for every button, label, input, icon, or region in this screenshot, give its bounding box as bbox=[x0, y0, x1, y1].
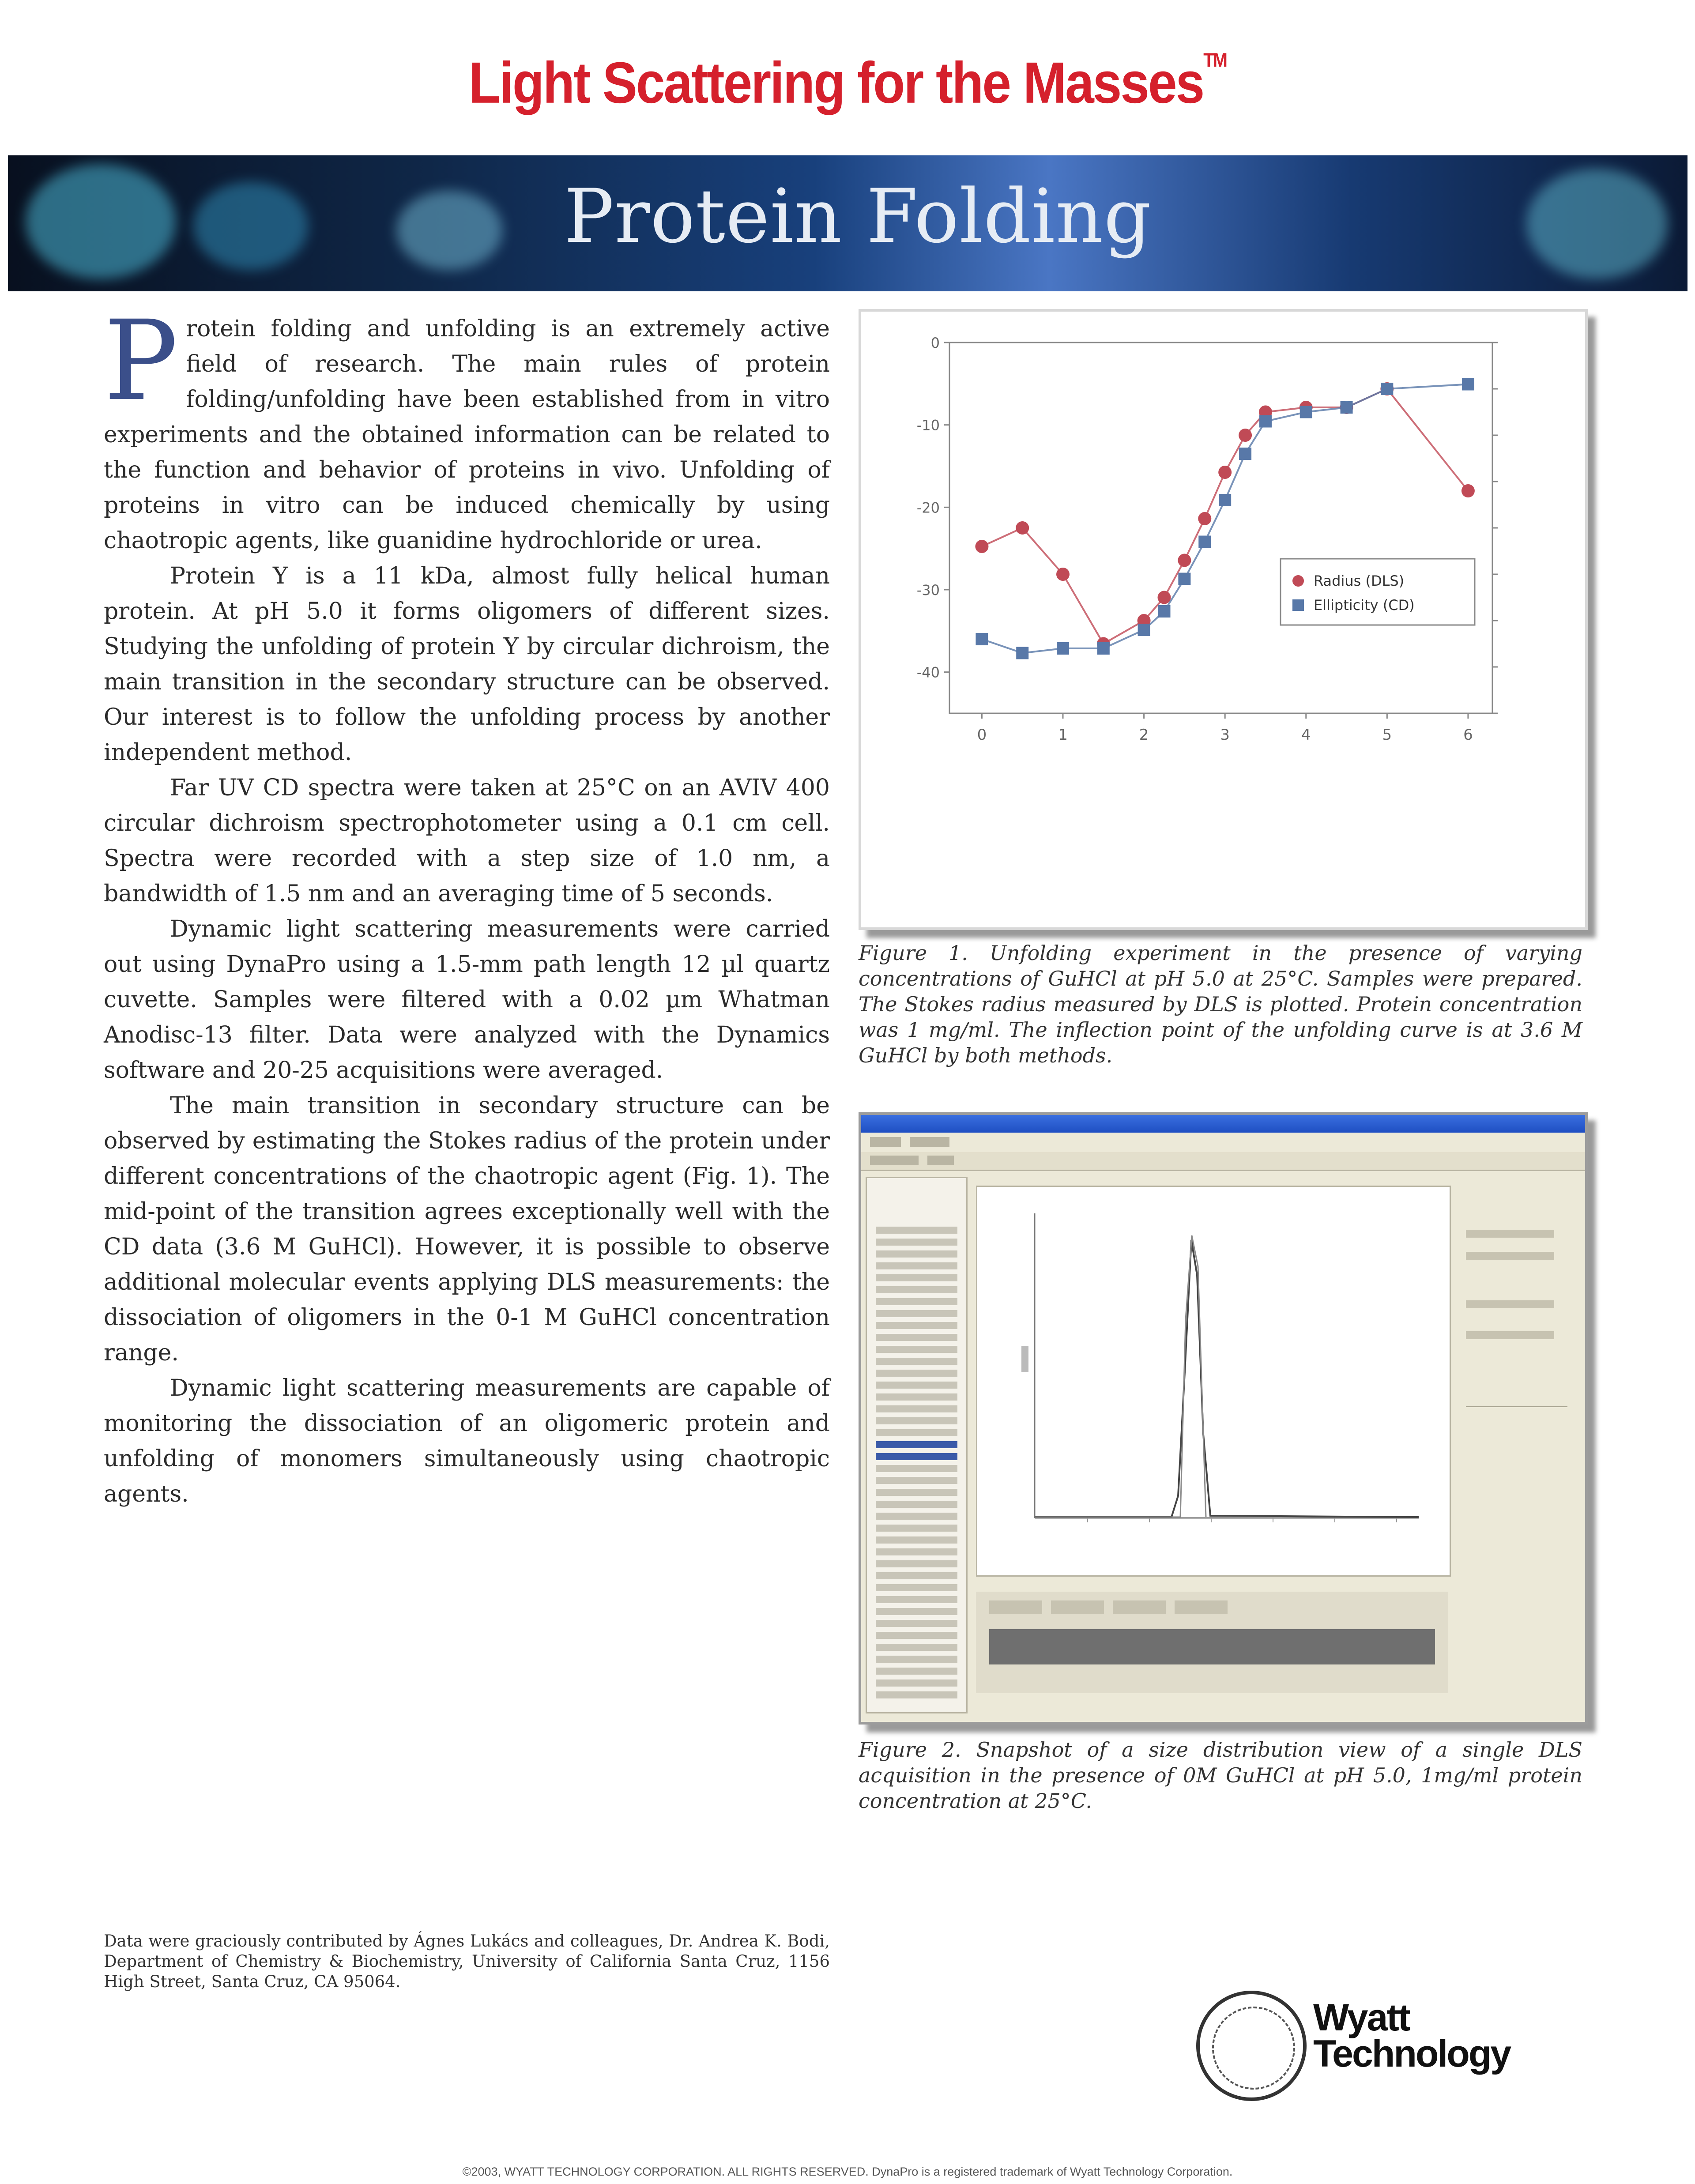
data-point bbox=[1341, 401, 1353, 414]
measurement-row[interactable] bbox=[876, 1465, 957, 1472]
data-point bbox=[1218, 466, 1232, 479]
banner-decoration bbox=[26, 164, 176, 279]
legend-label: Ellipticity (CD) bbox=[1314, 597, 1415, 614]
measurement-row[interactable] bbox=[876, 1513, 957, 1520]
measurement-row[interactable] bbox=[876, 1370, 957, 1377]
size-distribution-svg bbox=[977, 1187, 1450, 1575]
measurement-row[interactable] bbox=[876, 1489, 957, 1496]
x-tick-label: 4 bbox=[1301, 726, 1311, 744]
data-point bbox=[1198, 512, 1211, 525]
measurement-row[interactable] bbox=[876, 1429, 957, 1436]
measurement-row[interactable] bbox=[876, 1608, 957, 1615]
legend-box bbox=[1281, 559, 1475, 625]
logo-wordmark bbox=[1313, 1996, 1510, 2075]
logo-line-2: Technology bbox=[1313, 2033, 1510, 2075]
measurement-row[interactable] bbox=[876, 1346, 957, 1353]
measurement-row[interactable] bbox=[876, 1644, 957, 1651]
data-point bbox=[976, 633, 988, 645]
measurement-row[interactable] bbox=[876, 1250, 957, 1258]
figure-2-caption: Figure 2. Snapshot of a size distribution view of a single DLS acquisition in the presence of 0M GuHCl at pH 5.0, 1mg/ml protein concentration at 25°C. bbox=[859, 1738, 1582, 1813]
measurement-row[interactable] bbox=[876, 1596, 957, 1603]
measurement-row[interactable] bbox=[876, 1441, 957, 1448]
paragraph: The main transition in secondary structure can be observed by estimating the Stokes radius of the protein under different concentrations of the chaotropic agent (Fig. 1). The mid-point of the transition agrees exceptionally well with the CD data (3.6 M GuHCl). However, it is possible to observe additional molecular events applying DLS measurements: the dissociation of oligomers in the 0-1 M GuHCl concentration range. bbox=[104, 1092, 830, 1366]
measurement-row[interactable] bbox=[876, 1310, 957, 1317]
drop-cap: P bbox=[104, 297, 178, 425]
measurement-row[interactable] bbox=[876, 1382, 957, 1389]
footnote: Data were graciously contributed by Ágnes Lukács and colleagues, Dr. Andrea K. Bodi, Department of Chemistry & Biochemistry, University of California Santa Cruz, 1156 High Street, Santa Cruz, CA 95064. bbox=[104, 1932, 830, 1991]
measurement-row[interactable] bbox=[876, 1584, 957, 1591]
measurement-row[interactable] bbox=[876, 1548, 957, 1555]
banner-decoration bbox=[193, 182, 308, 270]
left-y-tick-label: -40 bbox=[916, 664, 940, 681]
data-point bbox=[1300, 406, 1312, 418]
measurement-row[interactable] bbox=[876, 1453, 957, 1460]
wyatt-technology-logo bbox=[1196, 1991, 1571, 2114]
measurement-row[interactable] bbox=[876, 1334, 957, 1341]
x-tick-label: 6 bbox=[1463, 726, 1473, 744]
measurement-row[interactable] bbox=[876, 1286, 957, 1293]
measurement-row[interactable] bbox=[876, 1262, 957, 1269]
legend-label: Radius (DLS) bbox=[1314, 572, 1405, 589]
data-point bbox=[1016, 521, 1029, 535]
banner-decoration bbox=[396, 191, 502, 270]
logo-seal-icon bbox=[1196, 1991, 1307, 2101]
data-point bbox=[1461, 484, 1475, 497]
x-tick-label: 0 bbox=[977, 726, 987, 744]
measurement-row[interactable] bbox=[876, 1298, 957, 1305]
paragraph: rotein folding and unfolding is an extremely active field of research. The main rules of protein folding/unfolding have been established from in vitro experiments and the obtained information can be related to the function and behavior of proteins in vivo. Unfolding of proteins in vitro can be induced chemically by using chaotropic agents, like guanidine hydrochloride or urea. bbox=[104, 316, 830, 554]
measurement-row[interactable] bbox=[876, 1656, 957, 1663]
legal-footer: ©2003, WYATT TECHNOLOGY CORPORATION. ALL RIGHTS RESERVED. DynaPro is a registered trademark of Wyatt Technology Corporation. bbox=[462, 2165, 1233, 2178]
measurement-row[interactable] bbox=[876, 1501, 957, 1508]
data-point bbox=[1178, 573, 1190, 585]
data-point bbox=[1138, 624, 1150, 636]
data-point bbox=[1219, 494, 1231, 506]
paragraph: Dynamic light scattering measurements were carried out using DynaPro using a 1.5-mm path length 12 µl quartz cuvette. Samples were filtered with a 0.02 µm Whatman Anodisc-13 filter. Data were analyzed with the Dynamics software and 20-25 acquisitions were averaged. bbox=[104, 916, 830, 1084]
measurement-row[interactable] bbox=[876, 1525, 957, 1532]
figure-1-caption: Figure 1. Unfolding experiment in the presence of varying concentrations of GuHCl at pH 5.0 at 25°C. Samples were prepared. The Stokes radius measured by DLS is plotted. Protein concentration was 1 mg/ml. The inflection point of the unfolding curve is at 3.6 M GuHCl by both methods. bbox=[859, 941, 1582, 1067]
measurement-row[interactable] bbox=[876, 1668, 957, 1675]
data-point bbox=[1381, 383, 1393, 395]
banner bbox=[8, 155, 1687, 291]
legend-marker bbox=[1292, 599, 1304, 611]
body-text bbox=[104, 297, 830, 1512]
measurement-row[interactable] bbox=[876, 1536, 957, 1544]
measurement-row[interactable] bbox=[876, 1274, 957, 1281]
paragraph: Dynamic light scattering measurements are capable of monitoring the dissociation of an oligomeric protein and unfolding of monomers simultaneously using chaotropic agents. bbox=[104, 1375, 830, 1507]
figure-1 bbox=[859, 309, 1588, 930]
measurement-row[interactable] bbox=[876, 1358, 957, 1365]
x-tick-label: 2 bbox=[1139, 726, 1149, 744]
data-point bbox=[1097, 642, 1110, 655]
data-point bbox=[1157, 591, 1171, 604]
measurement-row[interactable] bbox=[876, 1477, 957, 1484]
measurement-row[interactable] bbox=[876, 1620, 957, 1627]
left-y-tick-label: -30 bbox=[916, 582, 940, 599]
measurement-row[interactable] bbox=[876, 1632, 957, 1639]
data-point bbox=[1016, 647, 1028, 659]
x-tick-label: 1 bbox=[1058, 726, 1068, 744]
measurement-row[interactable] bbox=[876, 1691, 957, 1698]
data-point bbox=[1056, 568, 1070, 581]
left-y-tick-label: 0 bbox=[930, 335, 940, 351]
measurement-row[interactable] bbox=[876, 1560, 957, 1567]
measurement-row[interactable] bbox=[876, 1405, 957, 1412]
paragraph: Protein Y is a 11 kDa, almost fully helical human protein. At pH 5.0 it forms oligomers of different sizes. Studying the unfolding of protein Y by circular dichroism, the main transition in the secondary structure can be observed. Our interest is to follow the unfolding process by another independent method. bbox=[104, 563, 830, 766]
logo-line-1: Wyatt bbox=[1313, 1996, 1409, 2039]
page-title bbox=[0, 49, 1695, 117]
paragraph: Far UV CD spectra were taken at 25°C on an AVIV 400 circular dichroism spectrophotometer using a 0.1 cm cell. Spectra were recorded with a step size of 1.0 nm, a bandwidth of 1.5 nm and an averaging time of 5 seconds. bbox=[104, 775, 830, 907]
window-titlebar bbox=[861, 1115, 1585, 1133]
data-point bbox=[1259, 415, 1272, 428]
measurement-row[interactable] bbox=[876, 1679, 957, 1687]
measurement-row[interactable] bbox=[876, 1417, 957, 1424]
data-point bbox=[1198, 536, 1211, 548]
measurement-row[interactable] bbox=[876, 1322, 957, 1329]
left-y-tick-label: -20 bbox=[916, 499, 940, 516]
figure-1-chart bbox=[861, 312, 1585, 927]
page-title-text: Light Scattering for the Masses bbox=[469, 50, 1204, 116]
window-toolbar bbox=[861, 1152, 1585, 1171]
window-menubar bbox=[861, 1133, 1585, 1151]
size-distribution-plot bbox=[976, 1186, 1451, 1577]
data-point bbox=[1178, 554, 1191, 567]
data-point bbox=[1462, 378, 1474, 391]
banner-title: Protein Folding bbox=[564, 173, 1152, 260]
banner-decoration bbox=[1526, 169, 1668, 279]
data-point bbox=[1158, 605, 1170, 618]
plot-area bbox=[949, 343, 1492, 713]
measurement-row[interactable] bbox=[876, 1239, 957, 1246]
measurement-row[interactable] bbox=[876, 1393, 957, 1401]
left-y-tick-label: -10 bbox=[916, 417, 940, 434]
measurement-row[interactable] bbox=[876, 1572, 957, 1579]
x-tick-label: 3 bbox=[1220, 726, 1230, 744]
x-tick-label: 5 bbox=[1382, 726, 1392, 744]
results-panel bbox=[976, 1592, 1448, 1693]
trademark-mark: TM bbox=[1203, 49, 1226, 72]
data-point bbox=[975, 540, 988, 553]
options-panel bbox=[1457, 1186, 1576, 1574]
legend-marker bbox=[1292, 575, 1304, 587]
data-point bbox=[1239, 448, 1251, 460]
data-point bbox=[1239, 429, 1252, 442]
data-point bbox=[1057, 642, 1069, 655]
measurement-row[interactable] bbox=[876, 1227, 957, 1234]
figure-2-screenshot bbox=[859, 1112, 1588, 1725]
measurement-list bbox=[866, 1177, 968, 1713]
